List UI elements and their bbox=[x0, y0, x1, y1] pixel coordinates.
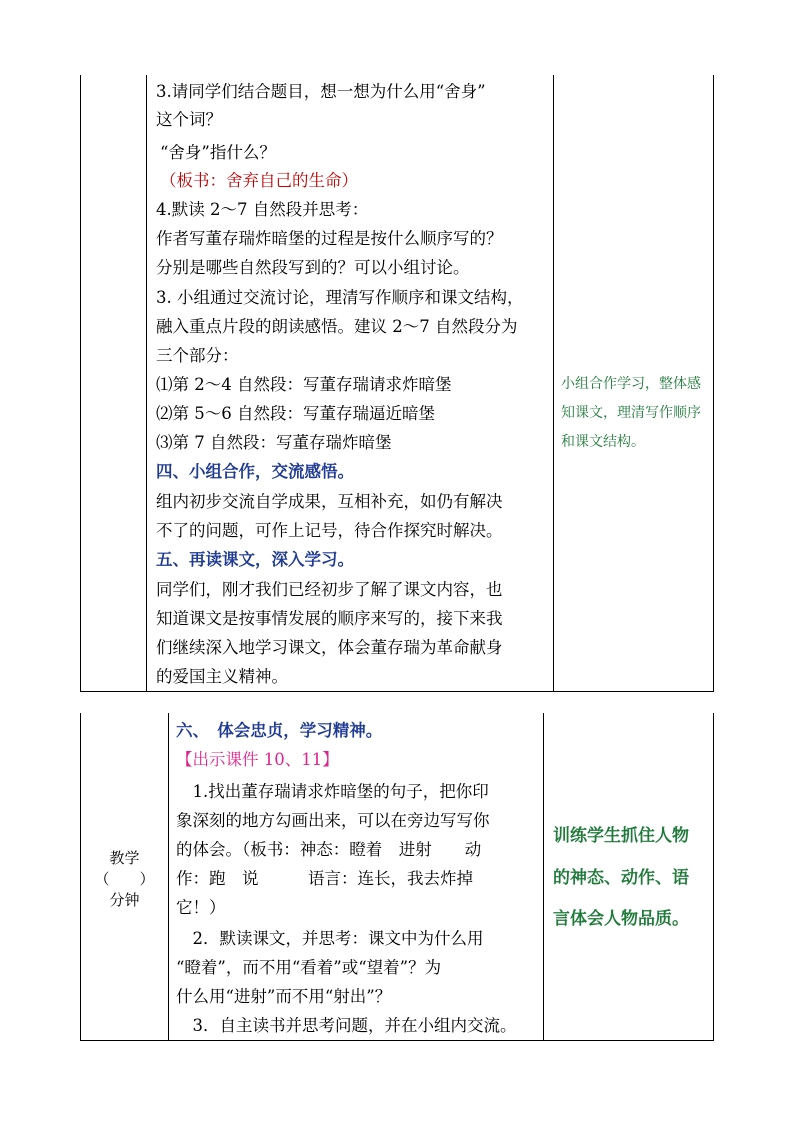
content-line: 作者写董存瑞炸暗堡的过程是按什么顺序写的？ bbox=[156, 229, 503, 248]
content-line: 它！） bbox=[176, 898, 226, 917]
minutes-blank: （ ） bbox=[94, 870, 155, 888]
content-line: 分别是哪些自然段写到的？可以小组讨论。 bbox=[156, 258, 470, 277]
content-line: 的体会。（板书：神态：瞪着 进射 动 bbox=[176, 840, 482, 859]
content-line: “瞪着”，而不用“看着”或“望着”？为 bbox=[176, 958, 442, 977]
content-line: 的爱国主义精神。 bbox=[156, 667, 288, 686]
minutes-label: 分钟 bbox=[109, 891, 140, 909]
content-line: 们继续深入地学习课文，体会董存瑞为革命献身 bbox=[156, 638, 503, 657]
table1-border-col1 bbox=[146, 75, 147, 692]
content-line: ⑴第 2～4 自然段：写董存瑞请求炸暗堡 bbox=[156, 375, 452, 394]
section-heading: 六、 体会忠贞，学习精神。 bbox=[176, 721, 383, 740]
content-line: 知道课文是按事情发展的顺序来写的，接下来我 bbox=[156, 609, 503, 628]
table2-border-right bbox=[713, 713, 714, 1041]
teaching-label: 教学 bbox=[109, 849, 140, 867]
board-note-line: （板书：舍弃自己的生命） bbox=[160, 171, 358, 190]
section-heading: 五、再读课文，深入学习。 bbox=[156, 550, 354, 569]
content-line: 融入重点片段的朗读感悟。建议 2～7 自然段分为 bbox=[156, 317, 518, 336]
content-line: 2．默读课文，并思考：课文中为什么用 bbox=[176, 929, 484, 948]
content-line: ⑵第 5～6 自然段：写董存瑞逼近暗堡 bbox=[156, 404, 435, 423]
table1-border-right bbox=[713, 75, 714, 692]
content-line: 3．自主读书并思考问题，并在小组内交流。 bbox=[176, 1016, 517, 1035]
note-line: 小组合作学习，整体感 bbox=[561, 376, 701, 392]
note-line: 言体会人物品质。 bbox=[553, 909, 689, 929]
content-line: ⑶第 7 自然段：写董存瑞炸暗堡 bbox=[156, 433, 392, 452]
note-line: 知课文，理清写作顺序 bbox=[561, 405, 701, 421]
table1-border-bottom bbox=[80, 691, 714, 692]
courseware-note: 【出示课件 10、11】 bbox=[176, 750, 339, 769]
table1-border-col2 bbox=[553, 75, 554, 692]
content-line: 作：跑 说 语言：连长，我去炸掉 bbox=[176, 869, 473, 888]
content-line: 1.找出董存瑞请求炸暗堡的句子，把你印 bbox=[176, 782, 489, 801]
table1-border-left bbox=[80, 75, 81, 692]
table2-border-bottom bbox=[80, 1040, 714, 1041]
content-line: 三个部分： bbox=[156, 346, 239, 365]
content-line: 象深刻的地方勾画出来，可以在旁边写写你 bbox=[176, 811, 490, 830]
content-line: 4.默读 2～7 自然段并思考： bbox=[156, 200, 369, 219]
section-heading: 四、小组合作，交流感悟。 bbox=[156, 462, 354, 481]
table2-border-col2 bbox=[543, 713, 544, 1041]
content-line: 组内初步交流自学成果，互相补充，如仍有解决 bbox=[156, 492, 503, 511]
content-line: 3.请同学们结合题目，想一想为什么用“舍身” bbox=[156, 82, 486, 101]
content-line: 什么用“进射”而不用“射出”？ bbox=[176, 987, 392, 1006]
content-line: 3. 小组通过交流讨论，理清写作顺序和课文结构， bbox=[156, 288, 524, 307]
note-line: 的神态、动作、语 bbox=[553, 868, 689, 888]
content-line: “舍身”指什么？ bbox=[160, 143, 276, 162]
content-line: 这个词？ bbox=[156, 110, 222, 129]
note-line: 和课文结构。 bbox=[561, 434, 645, 450]
content-line: 同学们，刚才我们已经初步了解了课文内容，也 bbox=[156, 580, 503, 599]
content-line: 不了的问题，可作上记号，待合作探究时解决。 bbox=[156, 521, 503, 540]
note-line: 训练学生抓住人物 bbox=[553, 826, 689, 846]
